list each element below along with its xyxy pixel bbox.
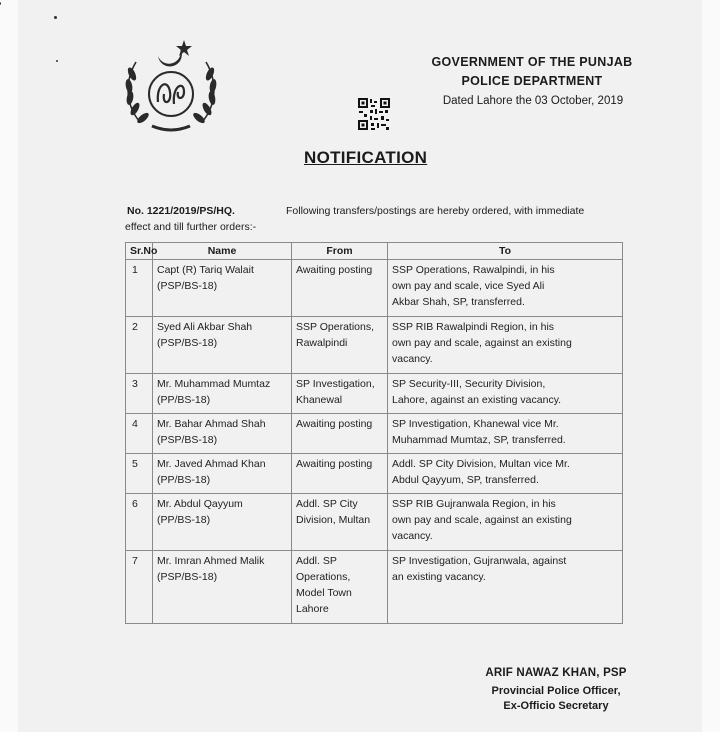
name-cell [153, 454, 292, 494]
sr-no-cell: 2 [126, 317, 153, 374]
intro-text-line-1: Following transfers/postings are hereby ordered, with immediate [286, 205, 585, 217]
to-cell [388, 414, 623, 454]
transfers-table [125, 242, 623, 624]
right-margin [702, 0, 720, 732]
from-cell [292, 414, 388, 454]
officer-grade: (PSP/BS-18) [157, 280, 218, 292]
name-cell [153, 414, 292, 454]
name-cell [153, 494, 292, 551]
officer-grade: (PSP/BS-18) [157, 571, 218, 583]
reference-number: No. 1221/2019/PS/HQ. [127, 205, 235, 217]
sr-no-cell: 4 [126, 414, 153, 454]
officer-grade: (PP/BS-18) [157, 394, 211, 406]
officer-grade: (PP/BS-18) [157, 474, 211, 486]
notification-title: NOTIFICATION [304, 148, 428, 167]
officer-name: Mr. Muhammad Mumtaz [157, 378, 271, 390]
from-cell [292, 551, 388, 624]
to-line: Akbar Shah, SP, transferred. [392, 296, 525, 308]
from-line: Awaiting posting [296, 264, 373, 276]
table-row [126, 551, 623, 624]
speck [54, 16, 57, 19]
date-line: Dated Lahore the 03 October, 2019 [442, 95, 624, 107]
table-row [126, 260, 623, 317]
sr-no-cell: 1 [126, 260, 153, 317]
to-line: own pay and scale, against an existing [392, 514, 572, 526]
from-line: SP Investigation, [296, 378, 375, 390]
to-cell [388, 317, 623, 374]
qr-code-icon [357, 97, 391, 131]
name-cell [153, 551, 292, 624]
column-header-sr-no: Sr.No [126, 243, 153, 260]
table-row [126, 374, 623, 414]
table-header-row [126, 243, 623, 260]
to-cell [388, 454, 623, 494]
from-line: Addl. SP City [296, 498, 358, 510]
to-line: own pay and scale, against an existing [392, 337, 572, 349]
table-row [126, 317, 623, 374]
name-cell [153, 317, 292, 374]
to-line: Muhammad Mumtaz, SP, transferred. [392, 434, 566, 446]
speck [56, 60, 58, 62]
to-cell [388, 494, 623, 551]
to-line: vacancy. [392, 530, 433, 542]
officer-grade: (PP/BS-18) [157, 514, 211, 526]
to-line: own pay and scale, vice Syed Ali [392, 280, 545, 292]
to-line: Lahore, against an existing vacancy. [392, 394, 562, 406]
department-heading: POLICE DEPARTMENT [461, 74, 603, 88]
to-line: SP Investigation, Khanewal vice Mr. [392, 418, 559, 430]
officer-name: Mr. Abdul Qayyum [157, 498, 243, 510]
officer-name: Mr. Imran Ahmed Malik [157, 555, 265, 567]
officer-name: Mr. Javed Ahmad Khan [157, 458, 266, 470]
left-margin [0, 0, 18, 732]
from-line: SSP Operations, [296, 321, 375, 333]
to-line: SP Investigation, Gujranwala, against [392, 555, 567, 567]
to-cell [388, 551, 623, 624]
officer-name: Capt (R) Tariq Walait [157, 264, 254, 276]
officer-name: Syed Ali Akbar Shah [157, 321, 253, 333]
table-row [126, 454, 623, 494]
to-line: SSP RIB Gujranwala Region, in his [392, 498, 556, 510]
punjab-police-emblem-icon [118, 34, 224, 140]
from-cell [292, 260, 388, 317]
to-line: SP Security-III, Security Division, [392, 378, 546, 390]
officer-grade: (PSP/BS-18) [157, 434, 218, 446]
from-line: Division, Multan [296, 514, 371, 526]
table-row [126, 414, 623, 454]
table-row [126, 494, 623, 551]
sr-no-cell: 7 [126, 551, 153, 624]
from-cell [292, 494, 388, 551]
column-header-name: Name [153, 243, 292, 260]
from-line: Awaiting posting [296, 458, 373, 470]
intro-text-line-2: effect and till further orders:- [125, 221, 257, 233]
from-cell [292, 454, 388, 494]
to-cell [388, 374, 623, 414]
officer-name: Mr. Bahar Ahmad Shah [157, 418, 266, 430]
from-cell [292, 374, 388, 414]
sr-no-cell: 3 [126, 374, 153, 414]
to-cell [388, 260, 623, 317]
from-line: Addl. SP [296, 555, 337, 567]
from-line: Operations, [296, 571, 351, 583]
officer-grade: (PSP/BS-18) [157, 337, 218, 349]
to-line: SSP RIB Rawalpindi Region, in his [392, 321, 555, 333]
from-line: Rawalpindi [296, 337, 348, 349]
government-heading: GOVERNMENT OF THE PUNJAB [431, 55, 633, 69]
from-cell [292, 317, 388, 374]
from-line: Lahore [296, 603, 329, 615]
to-line: Addl. SP City Division, Multan vice Mr. [392, 458, 570, 470]
to-line: an existing vacancy. [392, 571, 486, 583]
from-line: Model Town [296, 587, 352, 599]
from-line: Khanewal [296, 394, 343, 406]
to-line: vacancy. [392, 353, 433, 365]
signatory-designation: Provincial Police Officer, [491, 685, 621, 697]
to-line: SSP Operations, Rawalpindi, in his [392, 264, 555, 276]
signatory-office: Ex-Officio Secretary [503, 700, 609, 712]
column-header-from: From [292, 243, 388, 260]
speck [0, 2, 1, 5]
sr-no-cell: 5 [126, 454, 153, 494]
name-cell [153, 260, 292, 317]
sr-no-cell: 6 [126, 494, 153, 551]
from-line: Awaiting posting [296, 418, 373, 430]
signatory-name: ARIF NAWAZ KHAN, PSP [485, 667, 627, 679]
name-cell [153, 374, 292, 414]
column-header-to: To [388, 243, 623, 260]
to-line: Abdul Qayyum, SP, transferred. [392, 474, 539, 486]
table-body [126, 260, 623, 624]
